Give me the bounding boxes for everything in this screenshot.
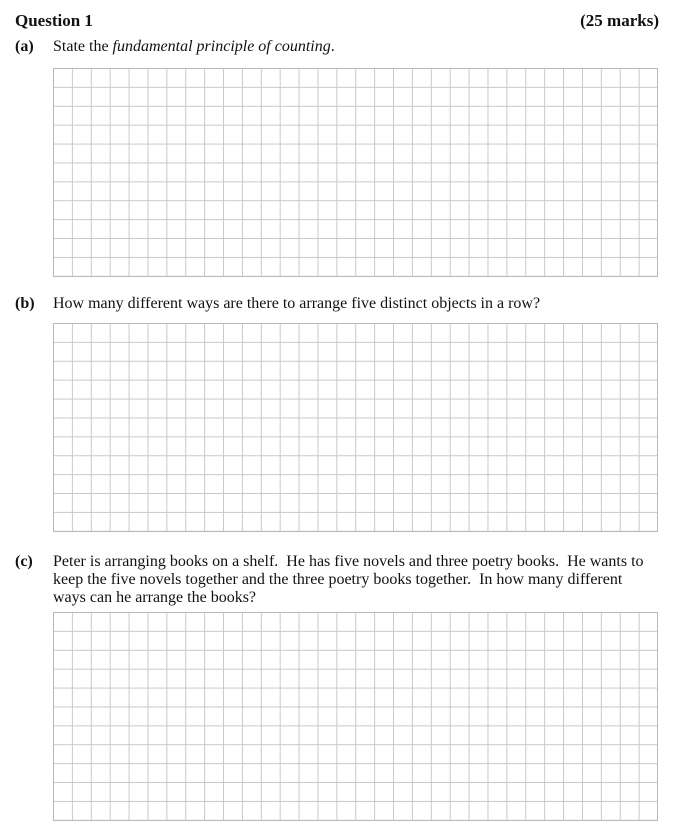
question-title: Question 1 — [15, 11, 93, 30]
part-a-text-after: . — [330, 38, 335, 55]
part-c-text-line-3: ways can he arrange the books? — [53, 589, 257, 606]
question-marks: (25 marks) — [580, 11, 659, 30]
part-b-answer-grid[interactable] — [53, 323, 658, 532]
part-c-label: (c) — [15, 553, 33, 570]
part-a-label: (a) — [15, 38, 34, 55]
part-c-text-line-1: Peter is arranging books on a shelf. He has five novels and three poetry books. He wants to — [53, 553, 644, 570]
part-a-question — [53, 38, 335, 56]
part-a-answer-grid[interactable] — [53, 68, 658, 277]
part-b-question: How many different ways are there to arrange five distinct objects in a row? — [53, 295, 541, 312]
part-c-text-line-2: keep the five novels together and the three poetry books together. In how many different — [53, 571, 623, 588]
part-c-question — [53, 553, 663, 607]
part-a-text-italic: fundamental principle of counting — [112, 38, 331, 55]
part-a-text-before: State the — [53, 38, 113, 55]
part-b-label: (b) — [15, 295, 35, 312]
part-c-answer-grid[interactable] — [53, 612, 658, 821]
